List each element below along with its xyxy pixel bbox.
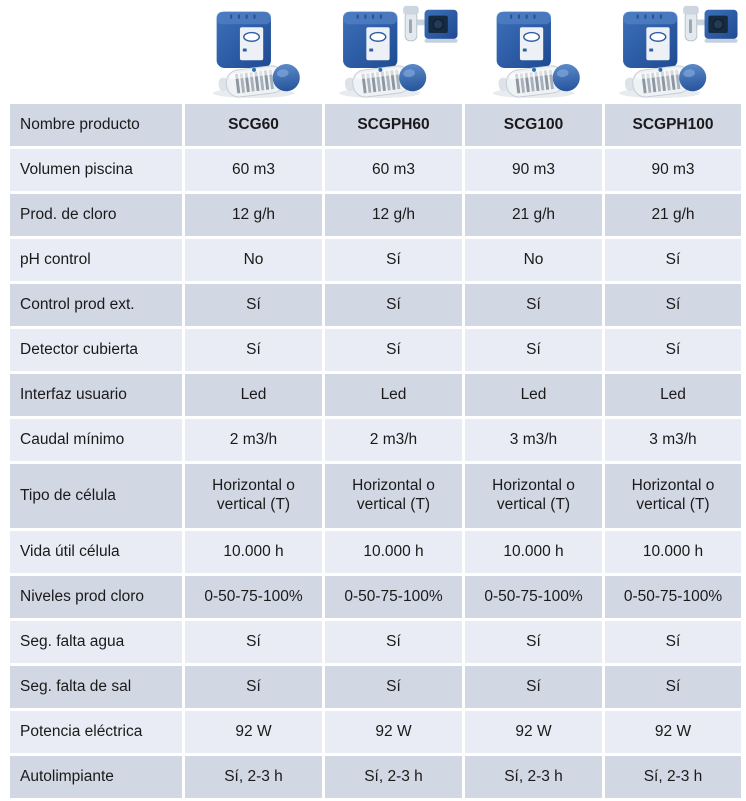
chlorinator-illustration <box>185 2 322 99</box>
spec-cell: Sí <box>325 284 462 326</box>
spec-cell: 3 m3/h <box>605 419 741 461</box>
spec-cell: 2 m3/h <box>185 419 322 461</box>
spec-cell: Sí <box>605 666 741 708</box>
spec-row <box>10 149 741 191</box>
spec-row-label: Vida útil célula <box>10 531 182 573</box>
spec-cell: Sí, 2-3 h <box>605 756 741 798</box>
spec-row <box>10 104 741 146</box>
product-image-strip <box>0 0 746 100</box>
spec-cell: Sí <box>465 666 602 708</box>
spec-cell: Sí <box>465 284 602 326</box>
spec-cell: Sí, 2-3 h <box>325 756 462 798</box>
spec-row <box>10 711 741 753</box>
spec-cell: Sí <box>185 329 322 371</box>
spec-cell: Sí <box>325 666 462 708</box>
spec-cell: Sí <box>325 621 462 663</box>
spec-cell: Horizontal o vertical (T) <box>185 464 322 528</box>
spec-cell: 0-50-75-100% <box>185 576 322 618</box>
spec-row <box>10 284 741 326</box>
chlorinator-with-ph-pump-illustration <box>605 2 742 99</box>
product-image-scgph60 <box>325 2 462 99</box>
spec-cell: 10.000 h <box>605 531 741 573</box>
spec-cell: 92 W <box>465 711 602 753</box>
spec-cell: 21 g/h <box>465 194 602 236</box>
spec-row-label: Seg. falta agua <box>10 621 182 663</box>
spec-row <box>10 239 741 281</box>
spec-cell: 10.000 h <box>185 531 322 573</box>
spec-cell: 3 m3/h <box>465 419 602 461</box>
spec-cell: 10.000 h <box>465 531 602 573</box>
spec-cell: Sí <box>605 239 741 281</box>
spec-row <box>10 419 741 461</box>
spec-cell: SCG100 <box>465 104 602 146</box>
spec-cell: Led <box>605 374 741 416</box>
spec-cell: 92 W <box>325 711 462 753</box>
spec-cell: No <box>185 239 322 281</box>
spec-row-label: Control prod ext. <box>10 284 182 326</box>
spec-table-body <box>10 104 741 798</box>
spec-cell: 10.000 h <box>325 531 462 573</box>
chlorinator-illustration <box>465 2 602 99</box>
spec-row-label: Potencia eléctrica <box>10 711 182 753</box>
spec-cell: 2 m3/h <box>325 419 462 461</box>
spec-row <box>10 576 741 618</box>
spec-row <box>10 666 741 708</box>
spec-row-label: Nombre producto <box>10 104 182 146</box>
spec-cell: Sí <box>325 329 462 371</box>
spec-cell: 12 g/h <box>185 194 322 236</box>
product-image-scg100 <box>465 2 602 99</box>
spec-cell: Sí <box>605 621 741 663</box>
spec-cell: 92 W <box>185 711 322 753</box>
spec-cell: SCGPH100 <box>605 104 741 146</box>
spec-cell: Sí <box>185 621 322 663</box>
spec-cell: 0-50-75-100% <box>605 576 741 618</box>
spec-row-label: Tipo de célula <box>10 464 182 528</box>
spec-cell: Horizontal o vertical (T) <box>605 464 741 528</box>
spec-cell: Horizontal o vertical (T) <box>465 464 602 528</box>
spec-cell: Sí <box>325 239 462 281</box>
spec-row-label: Volumen piscina <box>10 149 182 191</box>
spec-cell: Sí, 2-3 h <box>185 756 322 798</box>
spec-cell: Led <box>465 374 602 416</box>
spec-row-label: Interfaz usuario <box>10 374 182 416</box>
spec-cell: 21 g/h <box>605 194 741 236</box>
spec-row-label: pH control <box>10 239 182 281</box>
spec-cell: 90 m3 <box>465 149 602 191</box>
spec-row <box>10 531 741 573</box>
spec-cell: 0-50-75-100% <box>325 576 462 618</box>
spec-row-label: Niveles prod cloro <box>10 576 182 618</box>
spec-comparison-table <box>7 101 744 801</box>
spec-row-label: Autolimpiante <box>10 756 182 798</box>
spec-cell: Sí <box>185 284 322 326</box>
spec-cell: Led <box>325 374 462 416</box>
spec-cell: Sí <box>605 329 741 371</box>
spec-cell: 92 W <box>605 711 741 753</box>
spec-cell: Sí <box>605 284 741 326</box>
spec-cell: Sí, 2-3 h <box>465 756 602 798</box>
spec-cell: No <box>465 239 602 281</box>
spec-cell: Sí <box>465 329 602 371</box>
spec-cell: Horizontal o vertical (T) <box>325 464 462 528</box>
spec-row-label: Caudal mínimo <box>10 419 182 461</box>
spec-row <box>10 194 741 236</box>
spec-row <box>10 464 741 528</box>
product-image-scgph100 <box>605 2 742 99</box>
spec-cell: Led <box>185 374 322 416</box>
product-image-scg60 <box>185 2 322 99</box>
spec-row <box>10 374 741 416</box>
spec-row <box>10 621 741 663</box>
spec-row-label: Prod. de cloro <box>10 194 182 236</box>
spec-row-label: Seg. falta de sal <box>10 666 182 708</box>
spec-row-label: Detector cubierta <box>10 329 182 371</box>
spec-cell: Sí <box>465 621 602 663</box>
spec-cell: SCGPH60 <box>325 104 462 146</box>
spec-cell: 60 m3 <box>325 149 462 191</box>
chlorinator-with-ph-pump-illustration <box>325 2 462 99</box>
spec-cell: SCG60 <box>185 104 322 146</box>
spec-row <box>10 756 741 798</box>
spec-cell: 60 m3 <box>185 149 322 191</box>
spec-cell: 90 m3 <box>605 149 741 191</box>
spec-row <box>10 329 741 371</box>
spec-cell: 12 g/h <box>325 194 462 236</box>
spec-cell: Sí <box>185 666 322 708</box>
spec-cell: 0-50-75-100% <box>465 576 602 618</box>
